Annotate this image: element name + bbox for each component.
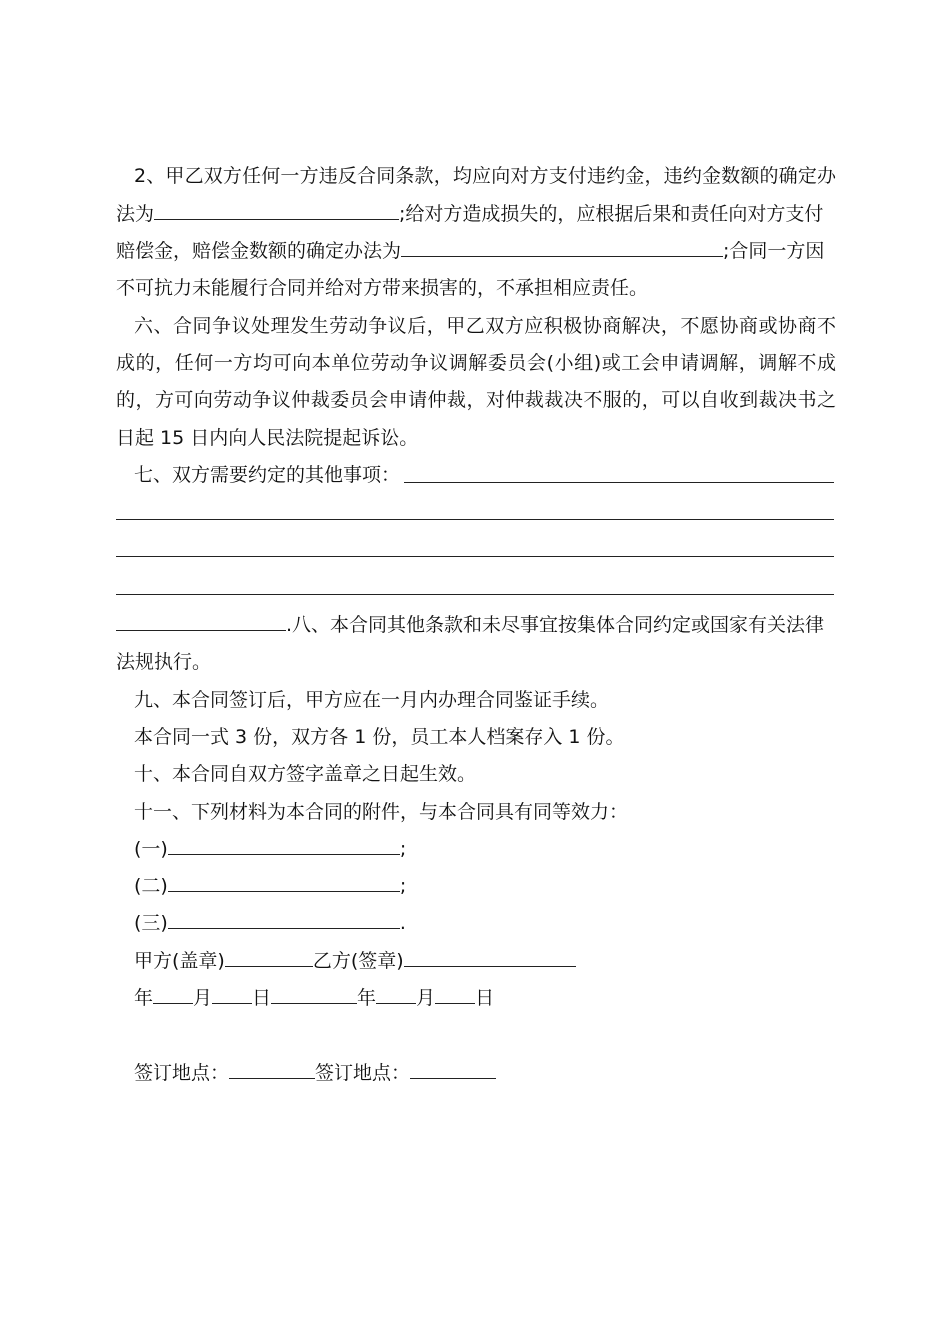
party-a-place-blank[interactable] (229, 1060, 315, 1079)
clause-9: 九、本合同签订后，甲方应在一月内办理合同鉴证手续。 (134, 689, 610, 711)
attachment-1-blank[interactable] (168, 836, 400, 855)
clause-6-line-2: 成的，任何一方均可向本单位劳动争议调解委员会(小组)或工会申请调解，调解不成 (116, 352, 836, 374)
attachment-2-end: ; (399, 875, 407, 897)
signature-line (134, 948, 576, 974)
clause-6-line-4: 日起 15 日内向人民法院提起诉讼。 (116, 427, 419, 449)
party-b-day-label: 日 (475, 987, 495, 1009)
clause-7-label: 七、双方需要约定的其他事项： (134, 464, 401, 486)
clause-2-compensation-text: ;给对方造成损失的，应根据后果和责任向对方支付 (399, 203, 824, 225)
party-b-sign-label: 乙方(签章) (312, 950, 404, 972)
clause-10: 十、本合同自双方签字盖章之日起生效。 (134, 763, 477, 785)
penalty-method-blank[interactable] (154, 201, 399, 220)
attachment-2-label: (二) (134, 875, 168, 897)
clause-7-blank-1[interactable] (404, 482, 834, 483)
attachment-1 (134, 836, 406, 862)
party-a-day-blank[interactable] (212, 985, 252, 1004)
clause-2-line-2 (116, 201, 836, 227)
party-a-month-blank[interactable] (153, 985, 193, 1004)
clause-2-line-4: 不可抗力未能履行合同并给对方带来损害的，不承担相应责任。 (116, 277, 649, 299)
party-a-year-label: 年 (134, 987, 154, 1009)
attachment-3-end: . (399, 912, 406, 934)
clause-2-method-label: 法为 (116, 203, 155, 225)
party-a-day-label: 日 (252, 987, 272, 1009)
party-b-place-blank[interactable] (410, 1060, 496, 1079)
clause-8-line-2: 法规执行。 (116, 651, 212, 673)
clause-8-line-1 (116, 612, 836, 638)
clause-7-blank-5[interactable] (116, 612, 286, 631)
clause-2-force-majeure-start: ;合同一方因 (723, 240, 825, 262)
attachment-2 (134, 873, 406, 899)
attachment-3-label: (三) (134, 912, 168, 934)
party-b-year-blank[interactable] (271, 985, 357, 1004)
party-b-sign-blank[interactable] (404, 948, 576, 967)
clause-7-blank-2[interactable] (116, 519, 834, 520)
party-b-day-blank[interactable] (435, 985, 475, 1004)
attachment-1-label: (一) (134, 838, 168, 860)
clause-2-compensation-label: 赔偿金，赔偿金数额的确定办法为 (116, 240, 402, 262)
date-line (134, 985, 494, 1011)
signing-place-line (134, 1060, 496, 1086)
clause-6-line-1: 六、合同争议处理发生劳动争议后，甲乙双方应积极协商解决，不愿协商或协商不 (134, 315, 836, 337)
attachment-2-blank[interactable] (168, 873, 400, 892)
attachment-3-blank[interactable] (168, 910, 400, 929)
clause-2-line-1: 2、甲乙双方任何一方违反合同条款，均应向对方支付违约金，违约金数额的确定办 (134, 165, 836, 187)
copies-note: 本合同一式 3 份，双方各 1 份，员工本人档案存入 1 份。 (134, 726, 625, 748)
party-b-month-label: 月 (416, 987, 436, 1009)
clause-2-line-3 (116, 238, 836, 264)
clause-11: 十一、下列材料为本合同的附件，与本合同具有同等效力： (134, 801, 629, 823)
compensation-method-blank[interactable] (401, 238, 723, 257)
party-a-seal-blank[interactable] (225, 948, 313, 967)
clause-6-line-3: 的，方可向劳动争议仲裁委员会申请仲裁，对仲裁裁决不服的，可以自收到裁决书之 (116, 389, 836, 411)
attachment-1-end: ; (399, 838, 407, 860)
party-a-seal-label: 甲方(盖章) (134, 950, 225, 972)
party-b-place-label: 签订地点： (315, 1062, 411, 1084)
party-b-month-blank[interactable] (376, 985, 416, 1004)
clause-7-blank-4[interactable] (116, 594, 834, 595)
party-b-year-label: 年 (357, 987, 377, 1009)
party-a-place-label: 签订地点： (134, 1062, 230, 1084)
clause-8-text: .八、本合同其他条款和未尽事宜按集体合同约定或国家有关法律 (286, 614, 825, 636)
party-a-month-label: 月 (193, 987, 213, 1009)
attachment-3 (134, 910, 406, 936)
clause-7-blank-3[interactable] (116, 556, 834, 557)
